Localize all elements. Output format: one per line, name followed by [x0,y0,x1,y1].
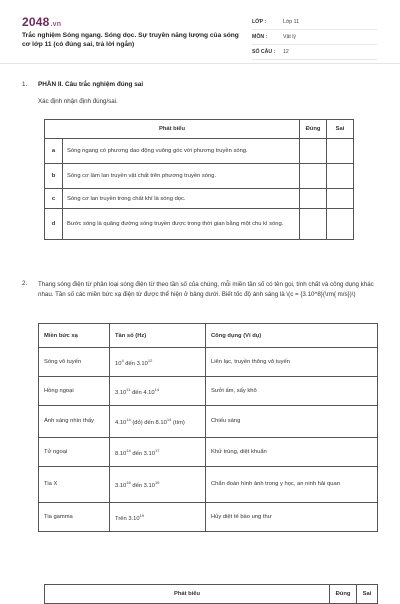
site-logo[interactable] [22,15,61,29]
header-divider [0,63,400,64]
false-cell[interactable] [327,164,354,189]
row-statement: Sóng cơ lan truyền trong chất khí là sóng dọc. [63,189,300,209]
meta-row-count [252,45,377,60]
meta-row-subject [252,30,377,45]
table-row [39,438,378,467]
meta-row-class [252,15,377,30]
col-header-true: Đúng [330,585,357,604]
meta-value: 12 [283,49,289,55]
table-row [39,406,378,438]
meta-info [252,15,377,60]
table-row [39,348,378,377]
true-false-table [44,119,354,240]
table-row [45,209,354,240]
row-statement: Bước sóng là quãng đường sóng truyền được trong thời gian bằng một chu kì sóng. [63,209,300,240]
false-cell[interactable] [327,189,354,209]
meta-key: SỐ CÂU : [252,49,276,55]
frequency-cell: 3.10$^{11}$ đến 4.10$^{14}$ [110,377,206,406]
page-title: Trắc nghiệm Sóng ngang. Sóng dọc. Sự truyền năng lượng của sóng cơ lớp 11 (có đúng sai, trả lời ngắn) [22,32,239,48]
col-header-region: Miền bức xạ [39,324,110,348]
usage-cell: Hủy diệt tế bào ung thư [206,503,378,532]
logo-main: 2048 [22,15,50,29]
frequency-cell: 4.10$^{14}$ (đỏ) đến 8.10$^{14}$ (tím) [110,406,206,438]
row-letter: a [45,139,63,164]
region-name: Hồng ngoại [39,377,110,406]
usage-cell: Chiếu sáng [206,406,378,438]
meta-value: Vật lý [283,34,296,40]
table-header-row [39,324,378,348]
frequency-table [38,323,378,532]
table-row [39,377,378,406]
false-cell[interactable] [327,209,354,240]
col-header-usage: Công dụng (Ví dụ) [206,324,378,348]
question-instruction: Xác định nhận định đúng/sai. [38,98,118,105]
col-header-frequency: Tần số (Hz) [110,324,206,348]
usage-cell: Liên lạc, truyền thông vô tuyến [206,348,378,377]
row-statement: Sóng ngang có phương dao động vuông góc với phương truyền sóng. [63,139,300,164]
table-row [45,189,354,209]
true-cell[interactable] [300,209,327,240]
usage-cell: Sưởi ấm, sấy khô [206,377,378,406]
table-row [45,139,354,164]
col-header-false: Sai [357,585,378,604]
row-letter: c [45,189,63,209]
false-cell[interactable] [327,139,354,164]
table-row [39,467,378,503]
logo-suffix: .vn [50,21,62,28]
meta-value: Lớp 11 [283,19,299,25]
true-cell[interactable] [300,189,327,209]
true-cell[interactable] [300,139,327,164]
section-title: PHẦN II. Câu trắc nghiệm đúng sai [38,81,144,88]
row-letter: d [45,209,63,240]
region-name: Ánh sáng nhìn thấy [39,406,110,438]
col-header-true: Đúng [300,120,327,139]
region-name: Tia X [39,467,110,503]
frequency-cell: $10^4$ đến 3.10$^{12}$ [110,348,206,377]
table-row [39,503,378,532]
row-letter: b [45,164,63,189]
col-header-statement: Phát biểu [45,120,300,139]
usage-cell: Chẩn đoán hình ảnh trong y học, an ninh hải quan [206,467,378,503]
col-header-false: Sai [327,120,354,139]
usage-cell: Khử trùng, diệt khuẩn [206,438,378,467]
meta-key: LỚP : [252,19,267,25]
true-false-table-2 [44,584,378,604]
table-header-row [45,585,378,604]
table-row [45,164,354,189]
question-number: 2. [22,280,28,287]
region-name: Tia gamma [39,503,110,532]
col-header-statement: Phát biểu [45,585,330,604]
question-number: 1. [22,81,28,88]
row-statement: Sóng cơ làm lan truyền vật chất trên phương truyền sóng. [63,164,300,189]
table-header-row [45,120,354,139]
question-text: Thang sóng điện từ phân loại sóng điện từ theo tần số của chúng, mỗi miền tần số có tên gọi, tính chất và công dụng khác nhau. Tần số các miền bức xạ điện từ được thể hiện ở bảng dưới. Biết tốc độ ánh sáng là \(c = {3.10^8}(\rm{ m/s})\) [38,281,374,298]
meta-key: MÔN : [252,34,268,40]
region-name: Tử ngoại [39,438,110,467]
true-cell[interactable] [300,164,327,189]
frequency-cell: 3.10$^{16}$ đến 3.10$^{19}$ [110,467,206,503]
frequency-cell: 8.10$^{14}$ đến 3.10$^{17}$ [110,438,206,467]
region-name: Sóng vô tuyến [39,348,110,377]
frequency-cell: Trên 3.10$^{19}$ [110,503,206,532]
